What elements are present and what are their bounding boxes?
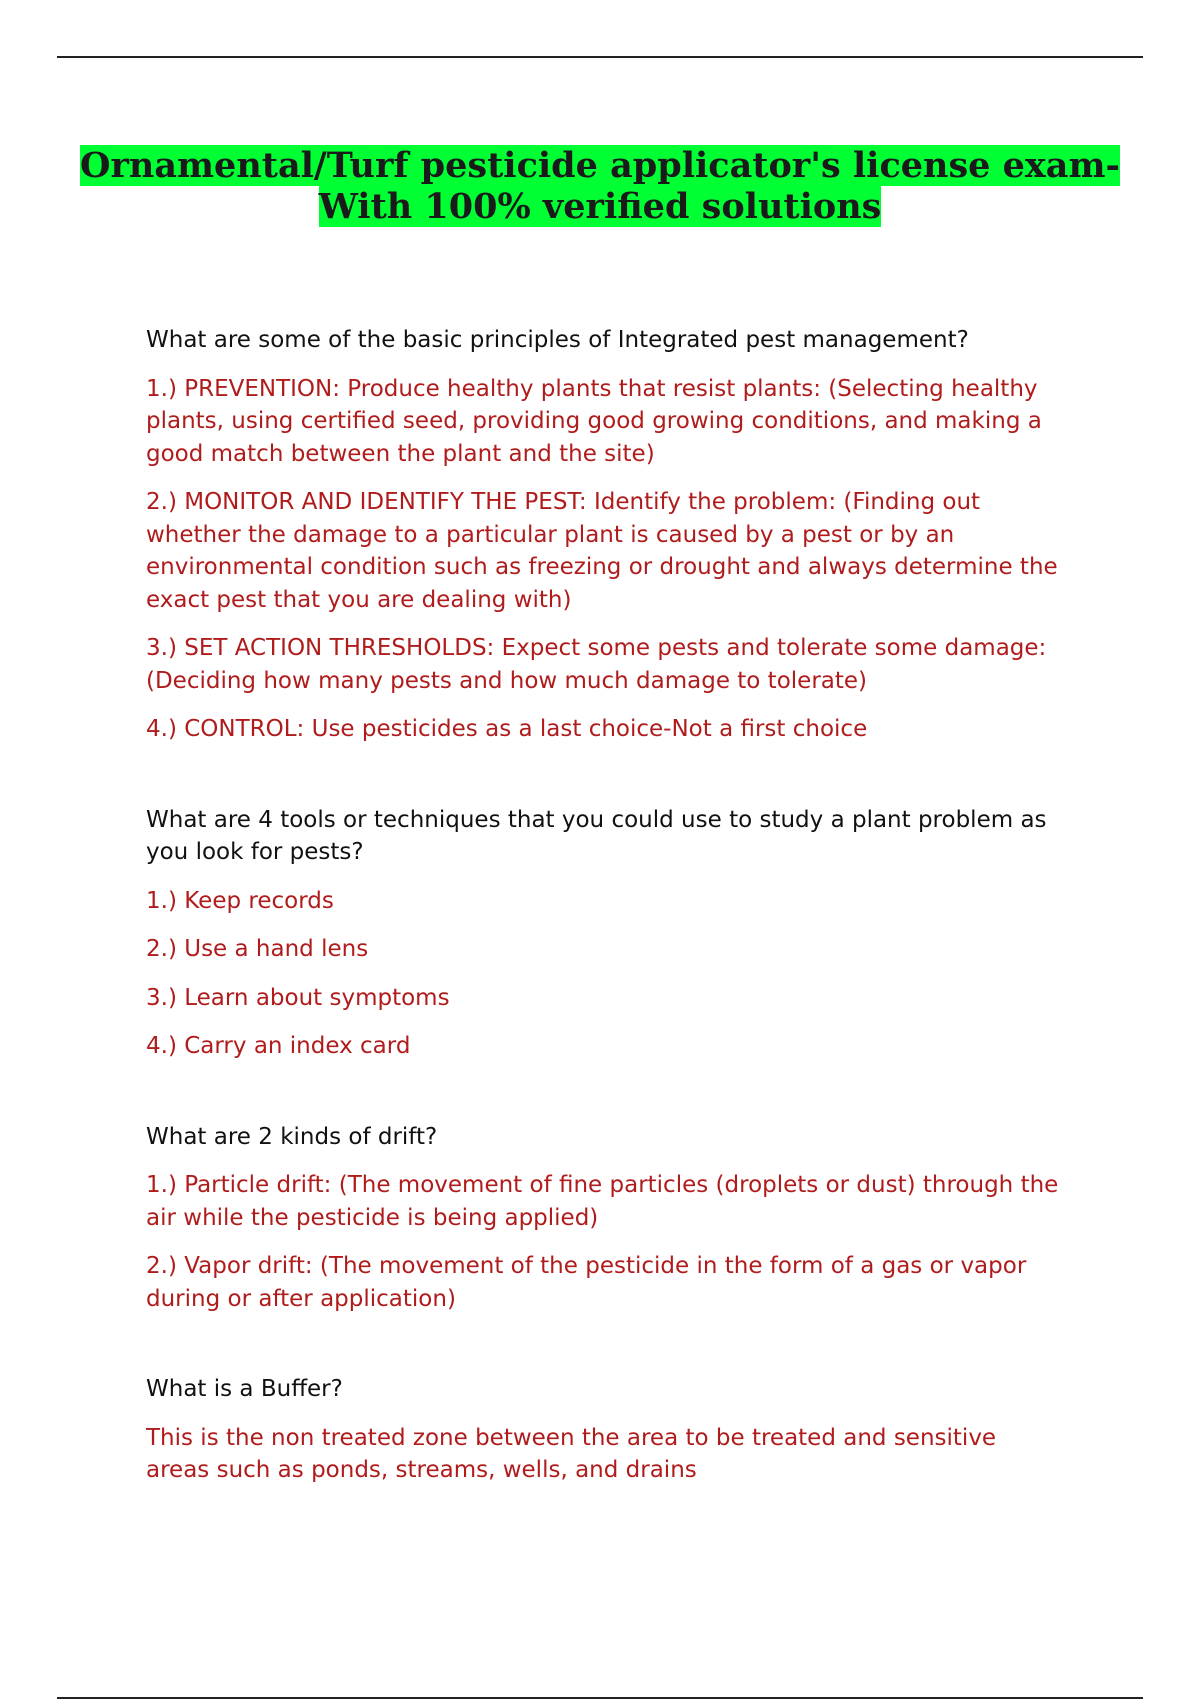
qa-block-drift <box>146 1121 1066 1316</box>
answer: 4.) Carry an index card <box>146 1033 411 1059</box>
qa-content <box>146 324 1066 1545</box>
answer: 3.) SET ACTION THRESHOLDS: Expect some pests and tolerate some damage: (Deciding how many pests and how much damage to tolerate) <box>146 635 1047 694</box>
answer: 1.) PREVENTION: Produce healthy plants that resist plants: (Selecting healthy plants, using certified seed, providing good growing conditions, and making a good match between the plant and the site) <box>146 375 1042 467</box>
answer: 3.) Learn about symptoms <box>146 984 450 1011</box>
answer: This is the non treated zone between the area to be treated and sensitive areas such as ponds, streams, wells, and drains <box>146 1424 997 1483</box>
qa-block-ipm <box>146 324 1066 746</box>
answer: 2.) Use a hand lens <box>146 936 369 962</box>
answer: 1.) Particle drift: (The movement of fine particles (droplets or dust) through the air while the pesticide is being applied) <box>146 1172 1059 1231</box>
title-line-2: With 100% verified solutions <box>318 186 882 227</box>
question: What is a Buffer? <box>146 1376 343 1402</box>
answer: 2.) MONITOR AND IDENTIFY THE PEST: Identify the problem: (Finding out whether the damage to a particular plant is caused by a pest or by an environmental condition such as freezing or drought and always determine the exact pest that you are dealing with) <box>146 489 1058 613</box>
question: What are 4 tools or techniques that you could use to study a plant problem as you look for pests? <box>146 806 1047 865</box>
top-rule <box>57 56 1143 58</box>
qa-block-tools <box>146 804 1066 1063</box>
answer: 1.) Keep records <box>146 887 334 914</box>
bottom-rule <box>57 1697 1143 1699</box>
answer: 4.) CONTROL: Use pesticides as a last choice-Not a first choice <box>146 716 868 742</box>
question: What are 2 kinds of drift? <box>146 1123 438 1150</box>
document-title <box>0 145 1200 227</box>
qa-block-buffer <box>146 1373 1066 1487</box>
question: What are some of the basic principles of Integrated pest management? <box>146 327 969 353</box>
answer: 2.) Vapor drift: (The movement of the pesticide in the form of a gas or vapor during or after application) <box>146 1253 1027 1312</box>
title-line-1: Ornamental/Turf pesticide applicator's license exam- <box>79 145 1121 186</box>
